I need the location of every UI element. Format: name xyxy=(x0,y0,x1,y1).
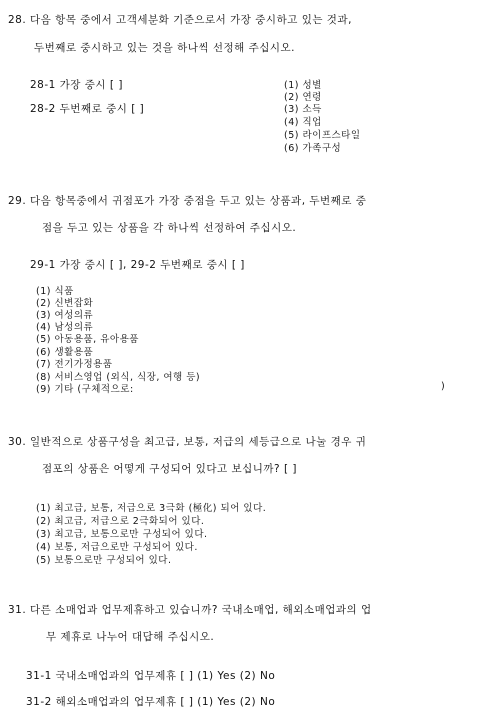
q28-line2: 두번째로 중시하고 있는 것을 하나씩 선정해 주십시오. xyxy=(34,42,296,54)
q29-line1: 29. 다음 항목중에서 귀점포가 가장 중점을 두고 있는 상품과, 두번째로 중 xyxy=(8,195,367,207)
q29-option-2: (2) 신변잡화 xyxy=(36,298,94,309)
q29-line2: 점을 두고 있는 상품을 각 하나씩 선정하여 주십시오. xyxy=(42,222,297,234)
q28-line1: 28. 다음 항목 중에서 고객세분화 기준으로서 가장 중시하고 있는 것과, xyxy=(8,14,352,26)
q30-line2: 점포의 상품은 어떻게 구성되어 있다고 보십니까? [ ] xyxy=(42,463,297,475)
q30-option-4: (4) 보통, 저급으로만 구성되어 있다. xyxy=(36,542,198,553)
q29-option-5: (5) 아동용품, 유아용품 xyxy=(36,334,139,345)
q28-sub2: 28-2 두번째로 중시 [ ] xyxy=(30,103,145,115)
q28-option-4: (4) 직업 xyxy=(284,117,322,128)
q29-sub: 29-1 가장 중시 [ ], 29-2 두번째로 중시 [ ] xyxy=(30,259,245,271)
q31-line2: 무 제휴로 나누어 대답해 주십시오. xyxy=(46,631,215,643)
q30-option-2: (2) 최고급, 저급으로 2극화되어 있다. xyxy=(36,516,205,527)
q29-option-3: (3) 여성의류 xyxy=(36,310,94,321)
q29-option-4: (4) 남성의류 xyxy=(36,322,94,333)
q29-option-8: (8) 서비스영업 (외식, 식장, 여행 등) xyxy=(36,372,201,383)
q28-option-1: (1) 성별 xyxy=(284,80,322,91)
q29-option-1: (1) 식품 xyxy=(36,286,74,297)
q31-sub2: 31-2 해외소매업과의 업무제휴 [ ] (1) Yes (2) No xyxy=(26,696,276,708)
q29-option-6: (6) 생활용품 xyxy=(36,347,94,358)
q28-option-3: (3) 소득 xyxy=(284,104,322,115)
q31-line1: 31. 다른 소매업과 업무제휴하고 있습니까? 국내소매업, 해외소매업과의 업 xyxy=(8,604,372,616)
q30-option-3: (3) 최고급, 보통으로만 구성되어 있다. xyxy=(36,529,208,540)
q29-option-7: (7) 전기가정용품 xyxy=(36,359,113,370)
q28-option-6: (6) 가족구성 xyxy=(284,143,342,154)
q30-line1: 30. 일반적으로 상품구성을 최고급, 보통, 저급의 세등급으로 나눌 경우 귀 xyxy=(8,436,367,448)
q29-option-9-close: ) xyxy=(441,381,446,392)
q29-option-9: (9) 기타 (구체적으로: xyxy=(36,384,134,395)
q28-option-2: (2) 연령 xyxy=(284,92,322,103)
q31-sub1: 31-1 국내소매업과의 업무제휴 [ ] (1) Yes (2) No xyxy=(26,670,276,682)
q28-sub1: 28-1 가장 중시 [ ] xyxy=(30,79,123,91)
q28-option-5: (5) 라이프스타일 xyxy=(284,130,361,141)
q30-option-1: (1) 최고급, 보통, 저급으로 3극화 (極化) 되어 있다. xyxy=(36,503,267,514)
q30-option-5: (5) 보통으로만 구성되어 있다. xyxy=(36,555,172,566)
